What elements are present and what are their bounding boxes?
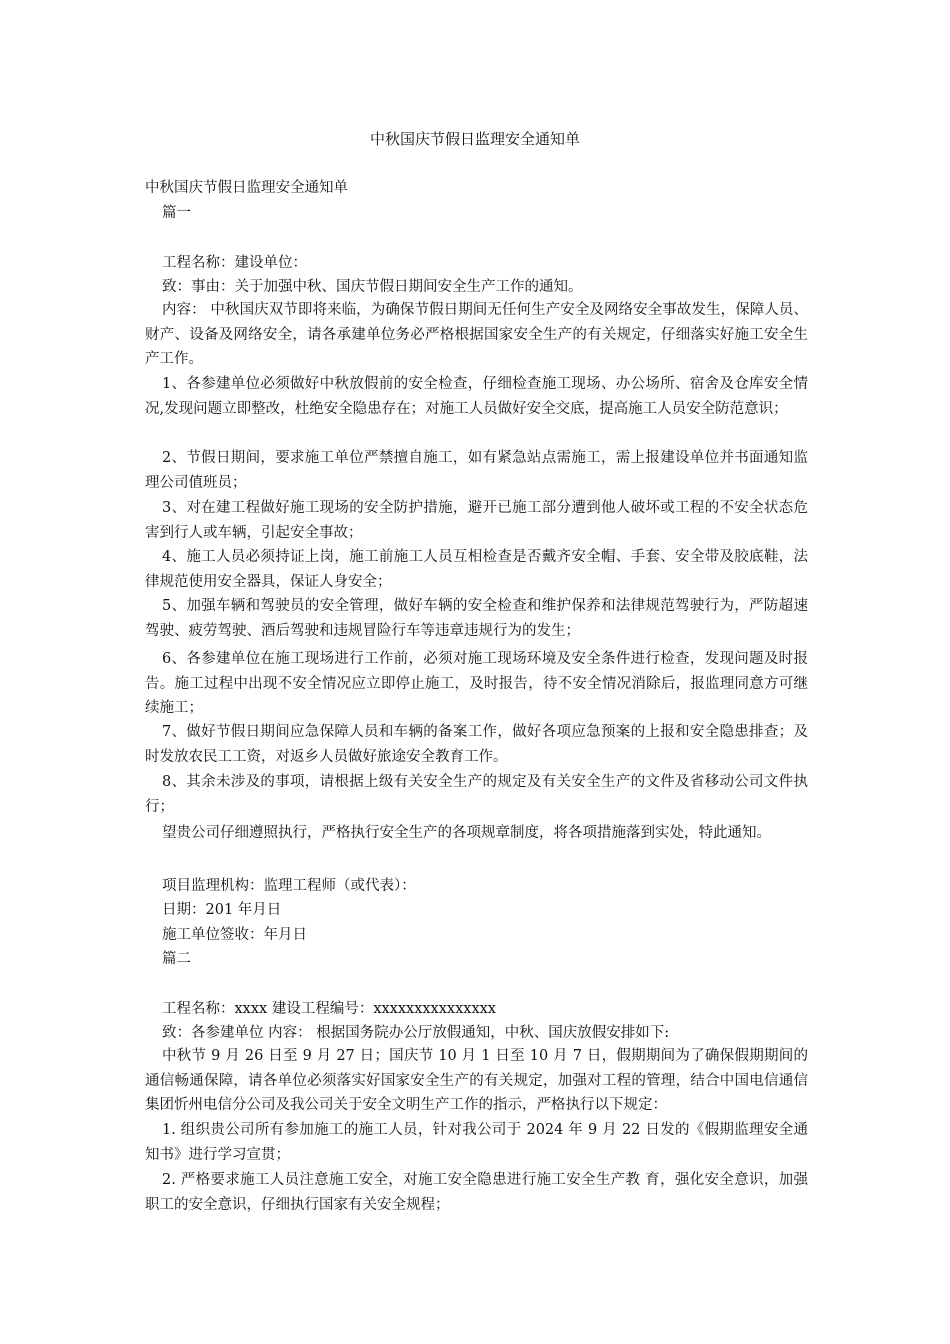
part1-paragraph-8: 8、其余未涉及的事项，请根据上级有关安全生产的规定及有关安全生产的文件及省移动公司文件执行； <box>145 774 808 815</box>
part2-paragraph-intro: 中秋节 9 月 26 日至 9 月 27 日；国庆节 10 月 1 日至 10 月 7 日，假期期间为了确保假期期间的通信畅通保障，请各单位必须落实好国家安全生产的有关规定，加强对工程的管理，结合中国电信通信集团忻州电信分公司及我公司关于安全文明生产工作的指示，严格执行以下规定： <box>145 1048 808 1113</box>
part1-paragraph-6: 6、各参建单位在施工现场进行工作前，必须对施工现场环境及安全条件进行检查，发现问题及时报告。施工过程中出现不安全情况应立即停止施工，及时报告，待不安全情况消除后，报监理同意方可继续施工； <box>145 651 808 716</box>
part1-label: 篇一 <box>162 205 191 221</box>
part1-paragraph-5: 5、加强车辆和驾驶员的安全管理，做好车辆的安全检查和维护保养和法律规范驾驶行为，严防超速驾驶、疲劳驾驶、酒后驾驶和违规冒险行车等违章违规行为的发生； <box>145 598 808 639</box>
part1-paragraph-1: 1、各参建单位必须做好中秋放假前的安全检查，仔细检查施工现场、办公场所、宿舍及仓库安全情况,发现问题立即整改，杜绝安全隐患存在；对施工人员做好安全交底，提高施工人员安全防范意识； <box>145 376 808 417</box>
document-subtitle: 中秋国庆节假日监理安全通知单 <box>145 180 348 196</box>
part1-org-line: 项目监理机构：监理工程师（或代表）： <box>162 878 416 894</box>
part1-paragraph-7: 7、做好节假日期间应急保障人员和车辆的备案工作，做好各项应急预案的上报和安全隐患排查；及时发放农民工工资，对返乡人员做好旅途安全教育工作。 <box>145 724 808 765</box>
part1-paragraph-4: 4、施工人员必须持证上岗，施工前施工人员互相检查是否戴齐安全帽、手套、安全带及胶底鞋，法律规范使用安全器具，保证人身安全； <box>145 549 808 590</box>
part1-date-line: 日期：201 年月日 <box>162 902 282 918</box>
part1-paragraph-intro: 内容： 中秋国庆双节即将来临，为确保节假日期间无任何生产安全及网络安全事故发生，保障人员、财产、设备及网络安全，请各承建单位务必严格根据国家安全生产的有关规定，仔细落实好施工安全生产工作。 <box>145 302 808 367</box>
part1-to-line: 致：事由：关于加强中秋、国庆节假日期间安全生产工作的通知。 <box>162 279 583 295</box>
part1-receipt-line: 施工单位签收：年月日 <box>162 927 307 943</box>
document-title: 中秋国庆节假日监理安全通知单 <box>369 130 580 148</box>
part2-to-line: 致：各参建单位 内容： 根据国务院办公厅放假通知，中秋、国庆放假安排如下: <box>162 1025 670 1041</box>
part2-project-line: 工程名称：xxxx 建设工程编号：xxxxxxxxxxxxxxx <box>162 1001 496 1017</box>
part1-project-line: 工程名称：建设单位： <box>162 255 307 271</box>
part2-paragraph-2: 2. 严格要求施工人员注意施工安全，对施工安全隐患进行施工安全生产教 育，强化安全意识，加强职工的安全意识，仔细执行国家有关安全规程； <box>145 1172 808 1213</box>
part1-closing-paragraph: 望贵公司仔细遵照执行，严格执行安全生产的各项规章制度，将各项措施落到实处，特此通知。 <box>162 825 771 841</box>
part2-paragraph-1: 1. 组织贵公司所有参加施工的施工人员，针对我公司于 2024 年 9 月 22 日发的《假期监理安全通知书》进行学习宣贯； <box>145 1122 808 1163</box>
part1-paragraph-2: 2、节假日期间，要求施工单位严禁擅自施工，如有紧急站点需施工，需上报建设单位并书面通知监理公司值班员； <box>145 450 808 491</box>
part1-paragraph-3: 3、对在建工程做好施工现场的安全防护措施，避开已施工部分遭到他人破坏或工程的不安全状态危害到行人或车辆，引起安全事故； <box>145 500 808 541</box>
part2-label: 篇二 <box>162 951 191 967</box>
